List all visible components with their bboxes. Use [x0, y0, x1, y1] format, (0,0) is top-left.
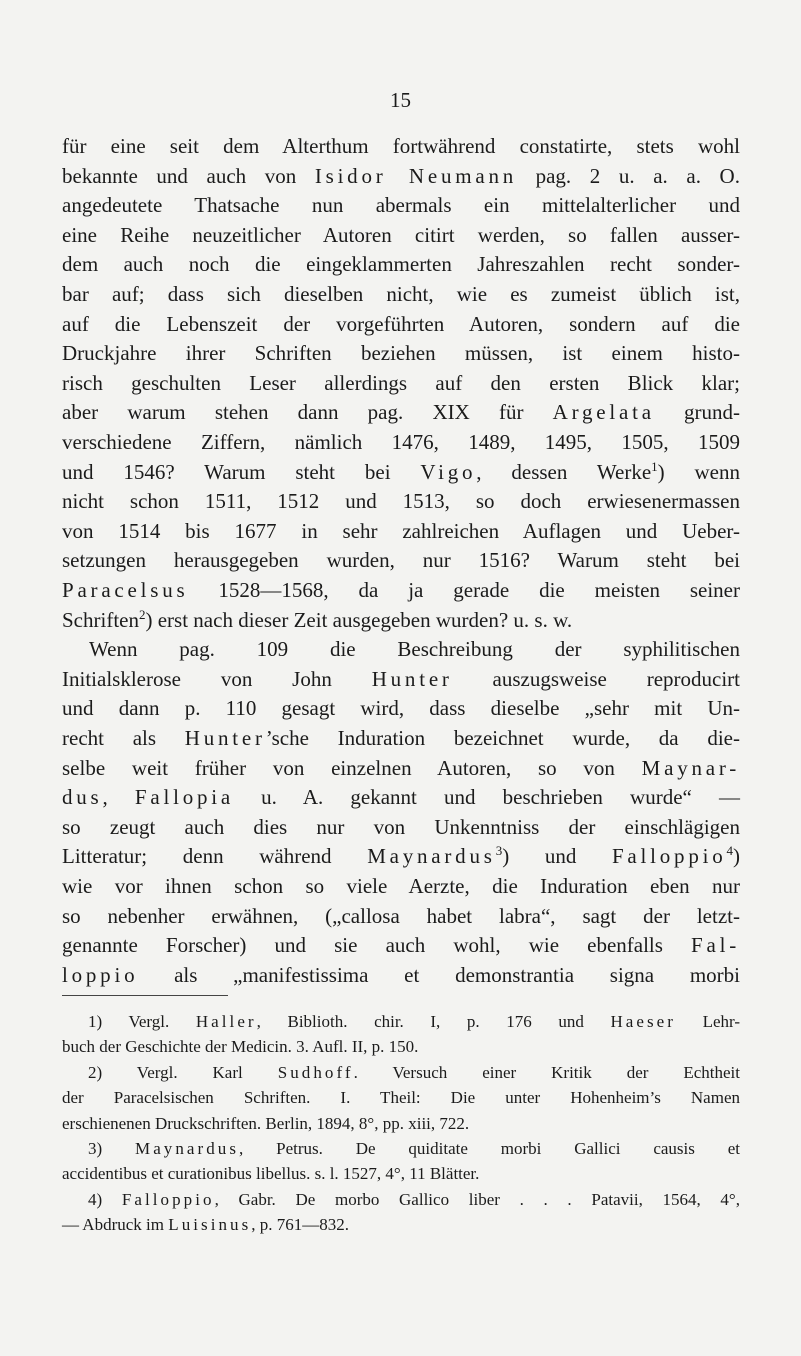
spaced-name: Falloppio	[121, 1189, 215, 1209]
spaced-name: Hunter	[184, 726, 266, 750]
footnote-ref: 4	[726, 843, 733, 859]
spaced-name: Haller	[195, 1012, 257, 1031]
text-line: wie vor ihnen schon so viele Aerzte, die Induration eben nur	[62, 874, 740, 898]
footnote-line: 3) Maynardus, Petrus. De quiditate morbi Gallici causis et	[88, 1139, 740, 1158]
footnote-line: 2) Vergl. Karl Sudhoff. Versuch einer Kritik der Echtheit	[88, 1062, 741, 1082]
text-line: setzungen herausgegeben wurden, nur 1516? Warum steht bei	[62, 548, 740, 573]
text-line: aber warum stehen dann pag. XIX für Argelata grund-	[62, 400, 740, 425]
text-line: nicht schon 1511, 1512 und 1513, so doch erwiesenermassen	[62, 489, 740, 514]
text-line: risch geschulten Leser allerdings auf den ersten Blick klar;	[62, 370, 740, 395]
text-line: von 1514 bis 1677 in sehr zahlreichen Auflagen und Ueber-	[62, 518, 740, 543]
footnote-line: 1) Vergl. Haller, Biblioth. chir. I, p. 176 und Haeser Lehr-	[88, 1012, 741, 1031]
spaced-name: Paracelsus	[62, 578, 189, 602]
spaced-name: Luisinus	[168, 1215, 252, 1235]
footnote-line: erschienenen Druckschriften. Berlin, 1894, 8°, pp. xiii, 722.	[62, 1113, 470, 1133]
spaced-name: Argelata	[552, 400, 655, 425]
spaced-name: loppio	[62, 962, 139, 987]
footnote-divider	[62, 995, 228, 996]
spaced-name: Fal-	[691, 933, 740, 958]
spaced-name: Isidor Neumann	[314, 163, 517, 188]
text-line: dem auch noch die eingeklammerten Jahreszahlen recht sonder-	[62, 252, 740, 277]
spaced-name: Sudhoff	[277, 1062, 354, 1082]
text-line: so nebenher erwähnen, („callosa habet labra“, sagt der letzt-	[62, 903, 740, 928]
text-line: verschiedene Ziffern, nämlich 1476, 1489, 1495, 1505, 1509	[62, 430, 740, 454]
text-line: Litteratur; denn während Maynardus$^3$) und Falloppio$^4$)	[62, 843, 740, 869]
spaced-name: dus	[62, 785, 103, 810]
text-line: und 1546? Warum steht bei Vigo, dessen Werke$^1$) wenn	[62, 458, 740, 484]
footnote-ref: 3	[495, 843, 503, 859]
text-line: dus, Fallopia u. A. gekannt und beschrieben wurde“ —	[62, 785, 740, 810]
text-line: eine Reihe neuzeitlicher Autoren citirt werden, so fallen ausser-	[62, 222, 740, 247]
spaced-name: Hunter	[371, 666, 453, 691]
text-line: Initialsklerose von John Hunter auszugsweise reproducirt	[62, 666, 740, 691]
spaced-name: Haeser	[610, 1012, 676, 1031]
spaced-name: Maynar-	[641, 755, 740, 780]
footnote-line: 4) Falloppio, Gabr. De morbo Gallico liber . . . Patavii, 1564, 4°,	[88, 1189, 740, 1209]
text-line: für eine seit dem Alterthum fortwährend constatirte, stets wohl	[62, 134, 740, 158]
spaced-name: Maynardus	[135, 1139, 240, 1158]
text-line: selbe weit früher von einzelnen Autoren, so von Maynar-	[62, 755, 740, 780]
footnote-line: buch der Geschichte der Medicin. 3. Aufl. II, p. 150.	[62, 1037, 419, 1057]
text-line: und dann p. 110 gesagt wird, dass dieselbe „sehr mit Un-	[62, 696, 740, 721]
footnote-line: accidentibus et curationibus libellus. s. l. 1527, 4°, 11 Blätter.	[62, 1164, 480, 1184]
text-line: Wenn pag. 109 die Beschreibung der syphilitischen	[89, 637, 740, 662]
text-line: Schriften$^2$) erst nach dieser Zeit ausgegeben wurden? u. s. w.	[62, 606, 573, 632]
text-line: bar auf; dass sich dieselben nicht, wie es zumeist üblich ist,	[62, 282, 740, 306]
text-line: genannte Forscher) und sie auch wohl, wie ebenfalls Fal-	[62, 933, 740, 958]
text-line: auf die Lebenszeit der vorgeführten Autoren, sondern auf die	[62, 311, 740, 336]
footnote-line: der Paracelsischen Schriften. I. Theil: Die unter Hohenheim’s Namen	[62, 1088, 740, 1108]
footnote-ref: 1	[651, 458, 658, 474]
spaced-name: Vigo	[420, 459, 477, 484]
text-line: angedeutete Thatsache nun abermals ein mittelalterlicher und	[62, 193, 740, 218]
spaced-name: Maynardus	[367, 844, 496, 869]
text-line: Paracelsus 1528—1568, da ja gerade die meisten seiner	[62, 578, 740, 602]
text-line: recht als Hunter’sche Induration bezeichnet wurde, da die-	[62, 726, 741, 750]
text-line: loppio als „manifestissima et demonstrantia signa morbi	[62, 962, 740, 987]
spaced-name: Falloppio	[611, 844, 727, 869]
page-number: 15	[390, 88, 411, 112]
footnote-line: — Abdruck im Luisinus, p. 761—832.	[62, 1215, 350, 1235]
footnote-ref: 2	[138, 606, 146, 622]
text-line: Druckjahre ihrer Schriften beziehen müssen, ist einem histo-	[62, 341, 740, 366]
text-line: so zeugt auch dies nur von Unkenntniss der einschlägigen	[62, 814, 740, 839]
text-line: bekannte und auch von Isidor Neumann pag. 2 u. a. a. O.	[62, 163, 740, 188]
spaced-name: Fallopia	[134, 785, 234, 810]
